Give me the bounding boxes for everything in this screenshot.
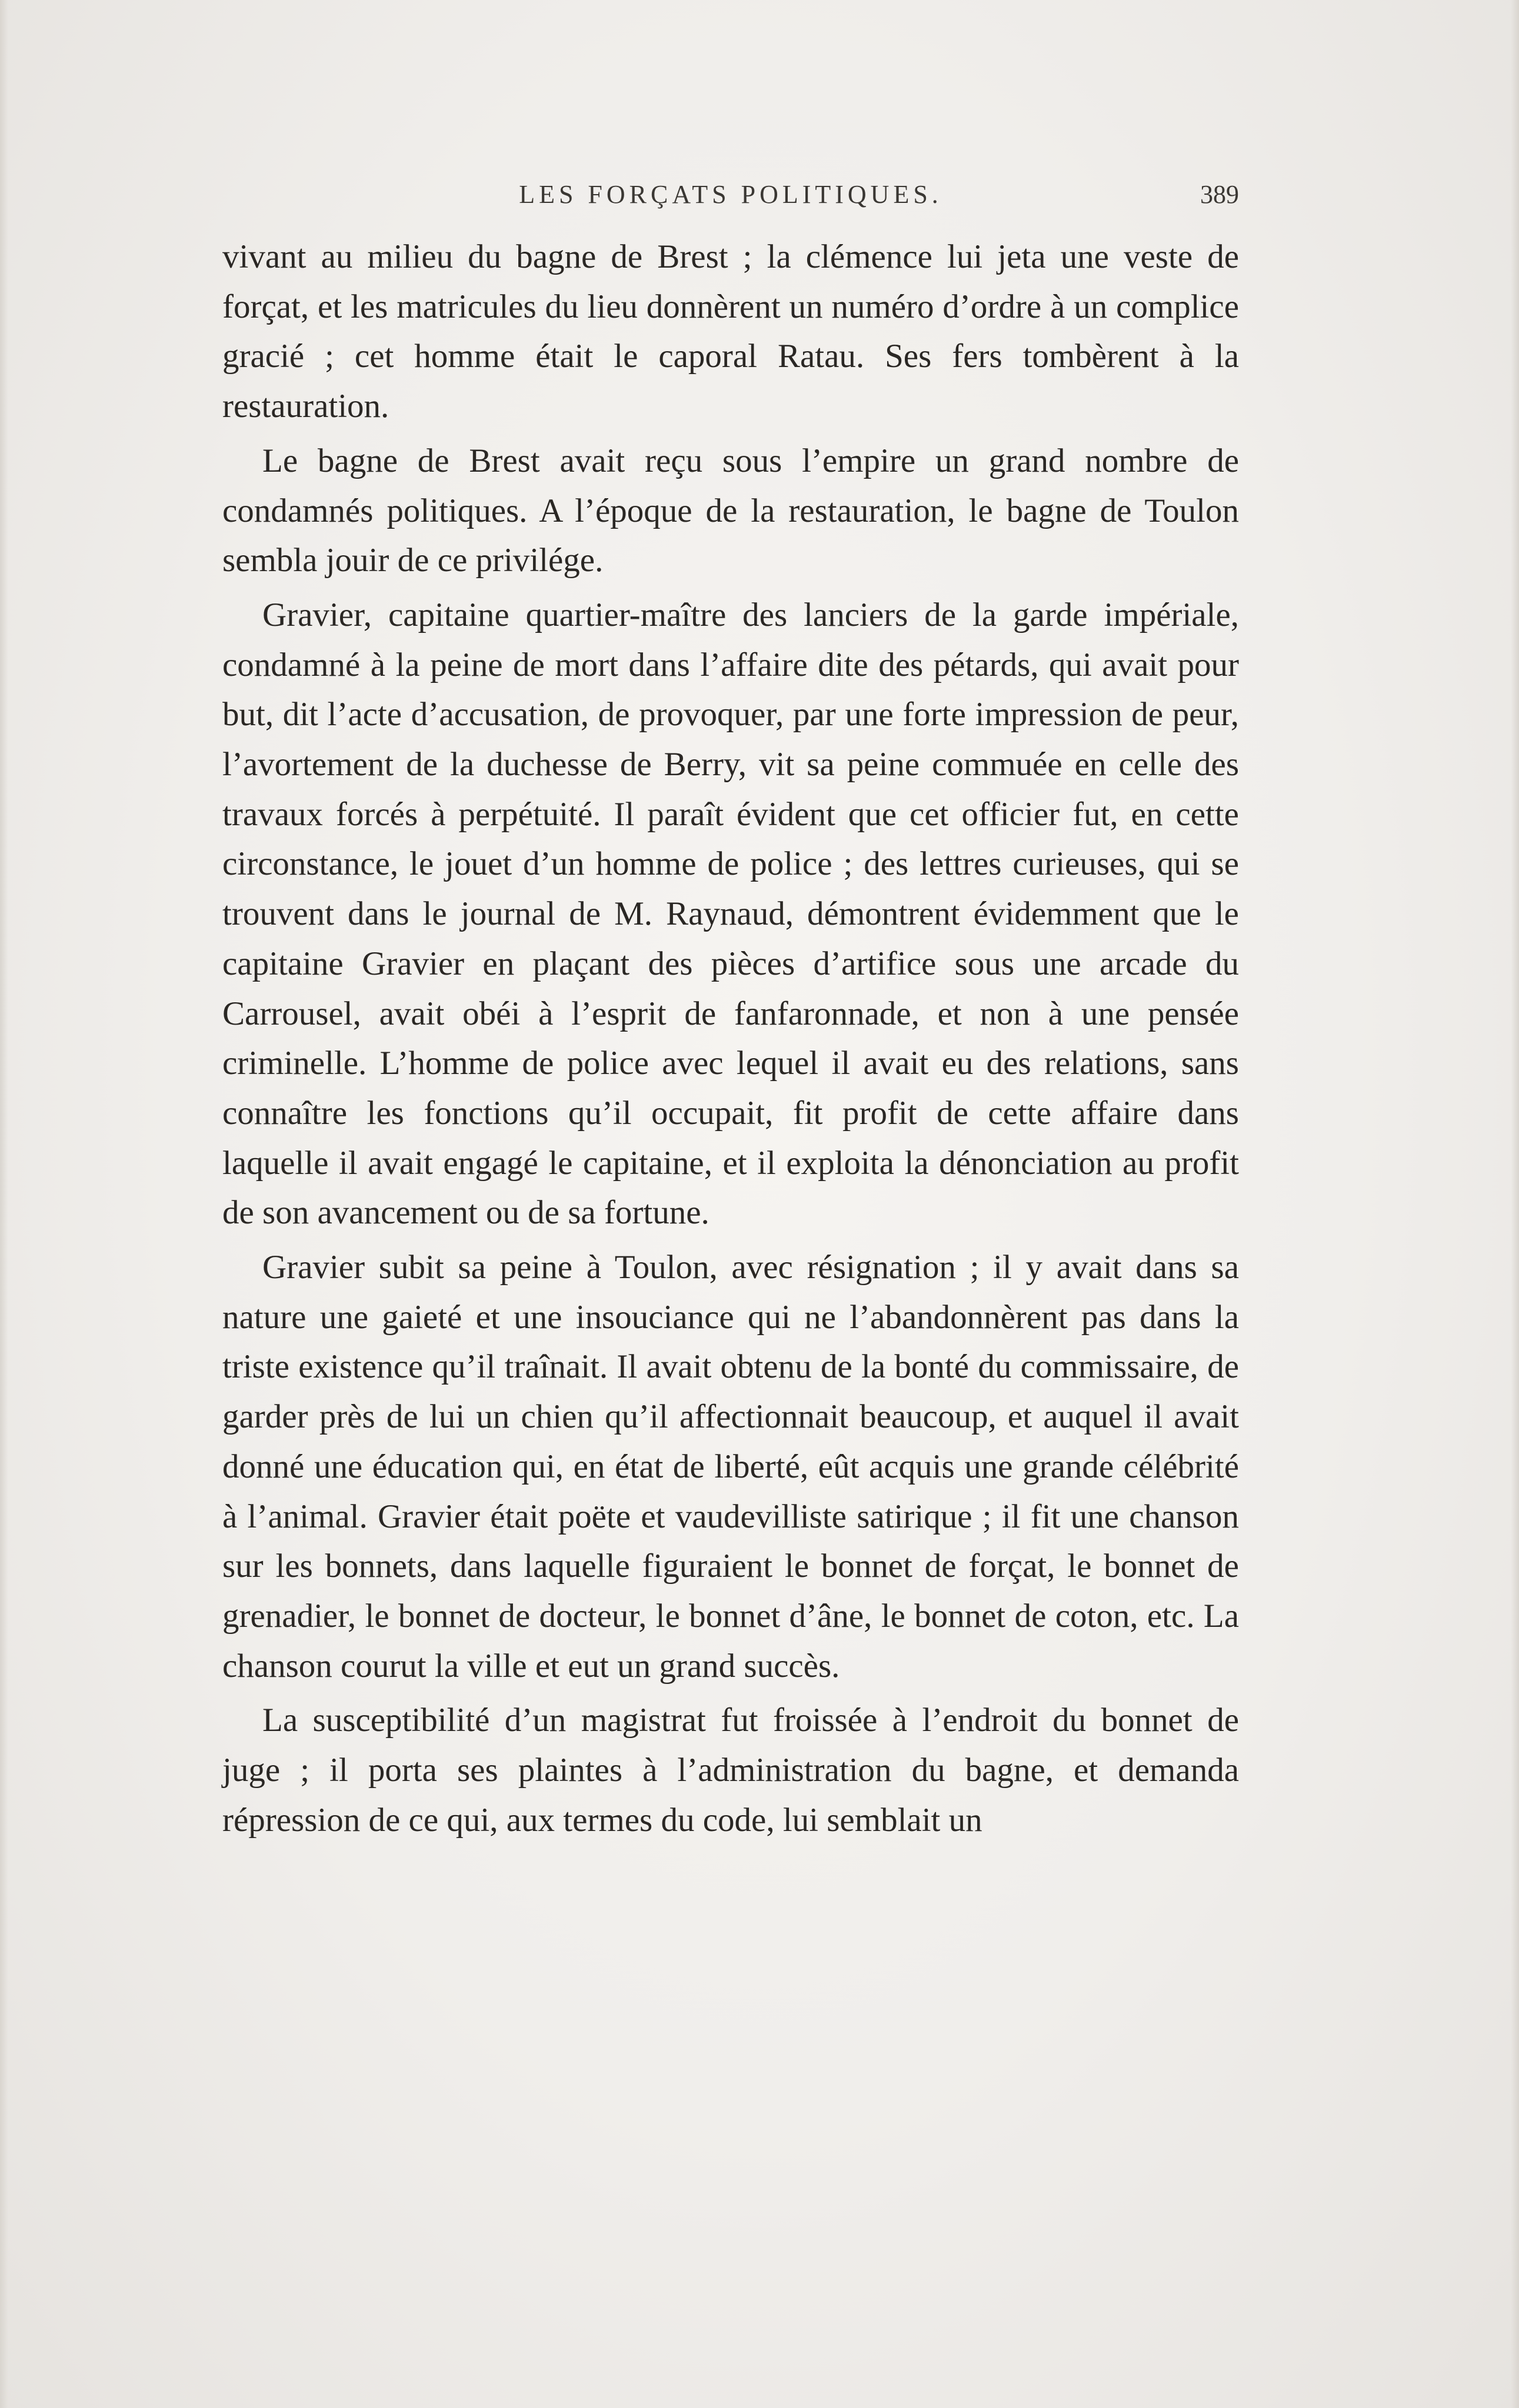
page-edge-right (1511, 0, 1519, 2408)
body-text (222, 232, 1239, 1846)
paragraph-brest: Le bagne de Brest avait reçu sous l’empire un grand nombre de condamnés politiques. A l’époque de la restauration, le bagne de Toulon sembla jouir de ce privilége. (222, 442, 1239, 579)
running-title: LES FORÇATS POLITIQUES. (519, 180, 942, 209)
running-head (222, 179, 1239, 215)
paragraph-gravier-toulon: Gravier subit sa peine à Toulon, avec résignation ; il y avait dans sa nature une gaieté et une insouciance qui ne l’abandonnèrent pas dans la triste existence qu’il traînait. Il avait obtenu de la bonté du commissaire, de garder près de lui un chien qu’il affectionnait beaucoup, et auquel il avait donné une éducation qui, en état de liberté, eût acquis une grande célébrité à l’animal. Gravier était poëte et vaudevilliste satirique ; il fit une chanson sur les bonnets, dans laquelle figuraient le bonnet de forçat, le bonnet de grenadier, le bonnet de docteur, le bonnet d’âne, le bonnet de coton, etc. La chanson courut la ville et eut un grand succès. (222, 1249, 1239, 1685)
paragraph-continued: vivant au milieu du bagne de Brest ; la clémence lui jeta une veste de forçat, et les matricules du lieu donnèrent un numéro d’ordre à un complice gracié ; cet homme était le caporal Ratau. Ses fers tombèrent à la restauration. (222, 238, 1239, 425)
page-edge-left (0, 0, 8, 2408)
paragraph-magistrat: La susceptibilité d’un magistrat fut froissée à l’endroit du bonnet de juge ; il porta ses plaintes à l’administration du bagne, et demanda répression de ce qui, aux termes du code, lui semblait un (222, 1702, 1239, 1839)
page-number: 389 (1200, 180, 1239, 209)
paragraph-gravier-sentence: Gravier, capitaine quartier-maître des lanciers de la garde impériale, condamné à la peine de mort dans l’affaire dite des pétards, qui avait pour but, dit l’acte d’accusation, de provoquer, par une forte impression de peur, l’avortement de la duchesse de Berry, vit sa peine commuée en celle des travaux forcés à perpétuité. Il paraît évident que cet officier fut, en cette circonstance, le jouet d’un homme de police ; des lettres curieuses, qui se trouvent dans le journal de M. Raynaud, démontrent évidemment que le capitaine Gravier en plaçant des pièces d’artifice sous une arcade du Carrousel, avait obéi à l’esprit de fanfaronnade, et non à une pensée criminelle. L’homme de police avec lequel il avait eu des relations, sans connaître les fonctions qu’il occupait, fit profit de cette affaire dans laquelle il avait engagé le capitaine, et il exploita la dénonciation au profit de son avancement ou de sa fortune. (222, 596, 1239, 1232)
